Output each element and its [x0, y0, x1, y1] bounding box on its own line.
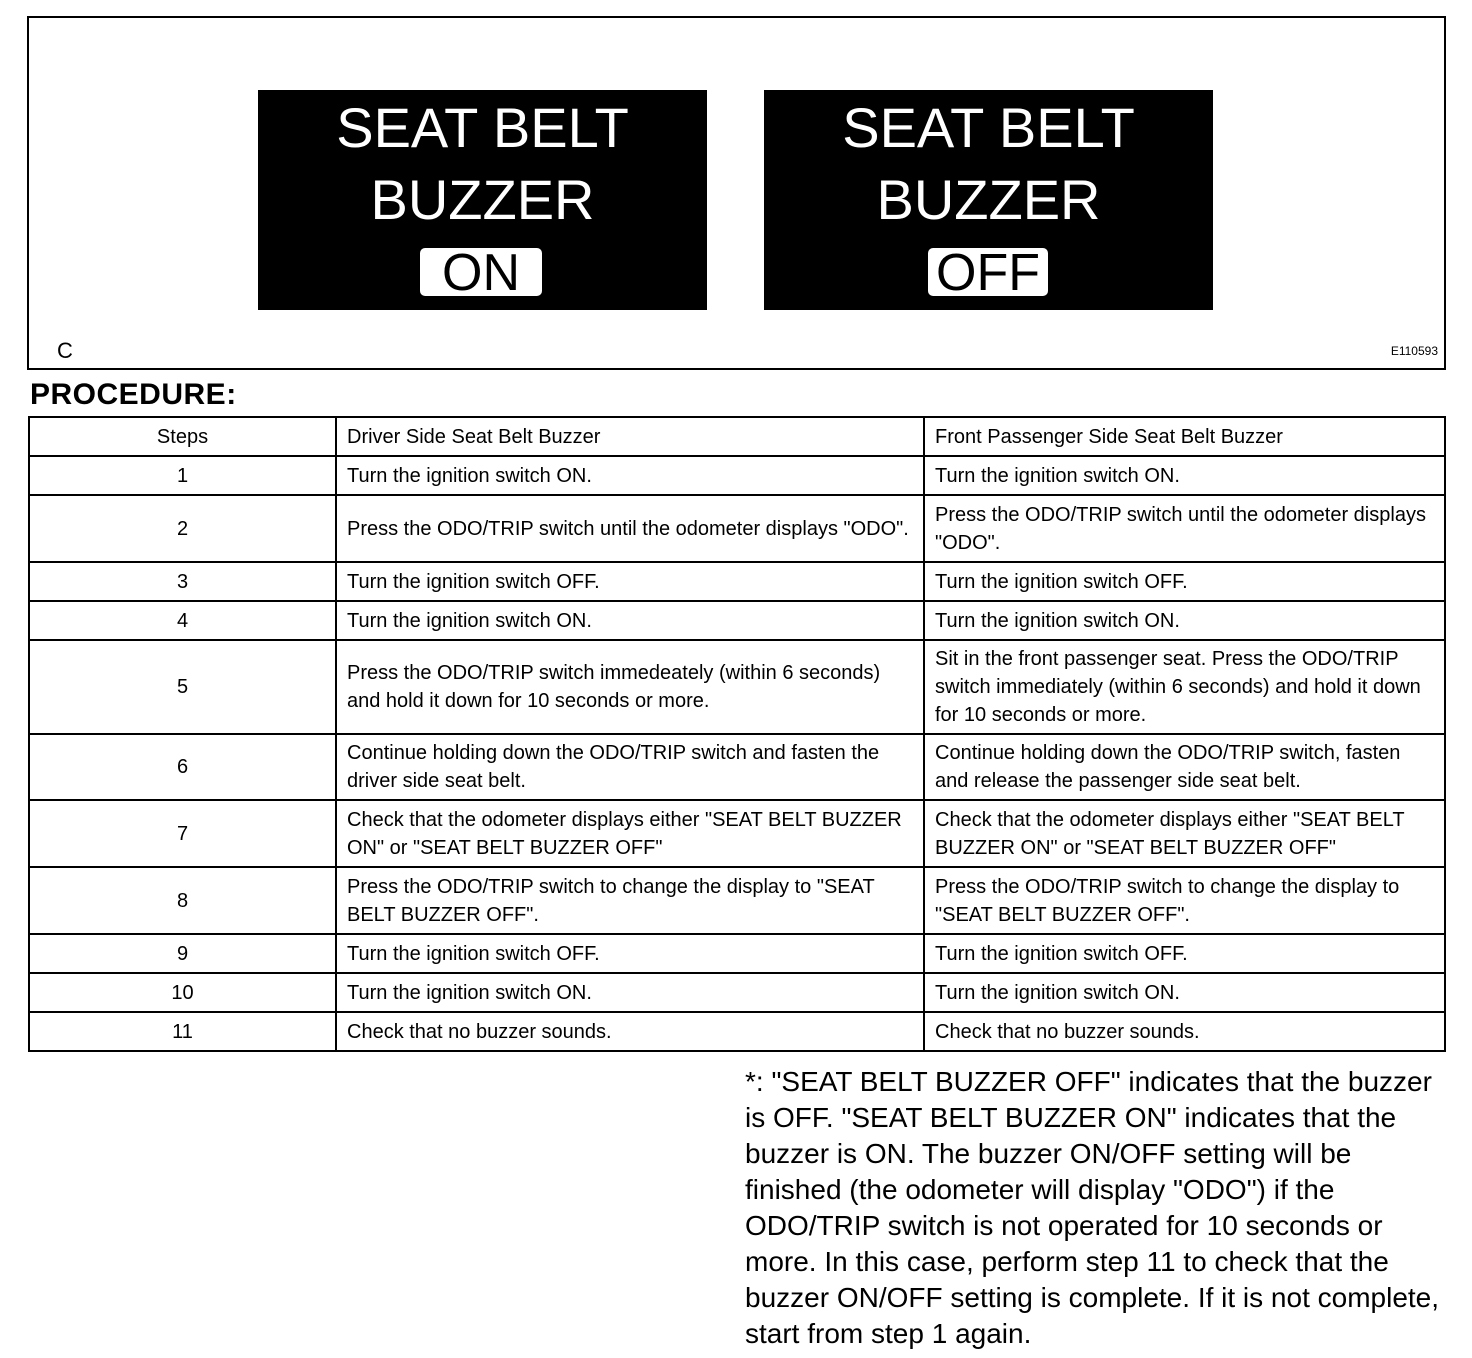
procedure-table	[28, 416, 1446, 1052]
display-line-1: SEAT BELT	[336, 96, 629, 159]
driver-step: Turn the ignition switch OFF.	[336, 562, 924, 601]
illustration-frame	[27, 16, 1446, 370]
step-number: 6	[29, 734, 336, 800]
driver-step: Check that the odometer displays either "SEAT BELT BUZZER ON" or "SEAT BELT BUZZER OFF"	[336, 800, 924, 867]
passenger-step: Turn the ignition switch ON.	[924, 973, 1445, 1012]
driver-step: Press the ODO/TRIP switch to change the display to "SEAT BELT BUZZER OFF".	[336, 867, 924, 934]
header-steps: Steps	[29, 417, 336, 456]
table-row	[29, 867, 1445, 934]
table-row	[29, 973, 1445, 1012]
step-number: 3	[29, 562, 336, 601]
header-passenger: Front Passenger Side Seat Belt Buzzer	[924, 417, 1445, 456]
step-number: 4	[29, 601, 336, 640]
table-row	[29, 562, 1445, 601]
driver-step: Turn the ignition switch OFF.	[336, 934, 924, 973]
passenger-step: Check that the odometer displays either "SEAT BELT BUZZER ON" or "SEAT BELT BUZZER OFF"	[924, 800, 1445, 867]
display-buzzer-off	[764, 90, 1213, 310]
passenger-step: Continue holding down the ODO/TRIP switch, fasten and release the passenger side seat belt.	[924, 734, 1445, 800]
header-driver: Driver Side Seat Belt Buzzer	[336, 417, 924, 456]
figure-label: C	[57, 338, 73, 363]
figure-code: E110593	[1390, 344, 1438, 358]
display-line-1: SEAT BELT	[842, 96, 1135, 159]
table-header-row	[29, 417, 1445, 456]
table-row	[29, 934, 1445, 973]
passenger-step: Turn the ignition switch OFF.	[924, 562, 1445, 601]
passenger-step: Sit in the front passenger seat. Press the ODO/TRIP switch immediately (within 6 seconds) and hold it down for 10 seconds or more.	[924, 640, 1445, 734]
passenger-step: Press the ODO/TRIP switch until the odometer displays "ODO".	[924, 495, 1445, 562]
table-row	[29, 601, 1445, 640]
table-row	[29, 734, 1445, 800]
step-number: 5	[29, 640, 336, 734]
step-number: 9	[29, 934, 336, 973]
passenger-step: Press the ODO/TRIP switch to change the display to "SEAT BELT BUZZER OFF".	[924, 867, 1445, 934]
driver-step: Turn the ignition switch ON.	[336, 601, 924, 640]
driver-step: Continue holding down the ODO/TRIP switch and fasten the driver side seat belt.	[336, 734, 924, 800]
driver-step: Turn the ignition switch ON.	[336, 973, 924, 1012]
footnote: *: "SEAT BELT BUZZER OFF" indicates that the buzzer is OFF. "SEAT BELT BUZZER ON" indicates that the buzzer is ON. The buzzer ON/OFF setting will be finished (the odometer will display "ODO") if the ODO/TRIP switch is not operated for 10 seconds or more. In this case, perform step 11 to check that the buzzer ON/OFF setting is complete. If it is not complete, start from step 1 again.	[745, 1066, 1440, 1349]
driver-step: Press the ODO/TRIP switch until the odometer displays "ODO".	[336, 495, 924, 562]
step-number: 11	[29, 1012, 336, 1051]
passenger-step: Turn the ignition switch ON.	[924, 456, 1445, 495]
step-number: 2	[29, 495, 336, 562]
driver-step: Check that no buzzer sounds.	[336, 1012, 924, 1051]
driver-step: Turn the ignition switch ON.	[336, 456, 924, 495]
display-line-2: BUZZER	[876, 168, 1101, 231]
table-row	[29, 800, 1445, 867]
passenger-step: Turn the ignition switch OFF.	[924, 934, 1445, 973]
driver-step: Press the ODO/TRIP switch immedeately (within 6 seconds) and hold it down for 10 seconds or more.	[336, 640, 924, 734]
step-number: 8	[29, 867, 336, 934]
display-line-2: BUZZER	[370, 168, 595, 231]
display-status-off: OFF	[928, 248, 1048, 296]
step-number: 7	[29, 800, 336, 867]
table-row	[29, 1012, 1445, 1051]
display-status-on: ON	[420, 248, 542, 296]
procedure-heading: PROCEDURE:	[30, 378, 237, 411]
passenger-step: Turn the ignition switch ON.	[924, 601, 1445, 640]
step-number: 10	[29, 973, 336, 1012]
table-row	[29, 640, 1445, 734]
step-number: 1	[29, 456, 336, 495]
table-row	[29, 495, 1445, 562]
passenger-step: Check that no buzzer sounds.	[924, 1012, 1445, 1051]
table-row	[29, 456, 1445, 495]
display-buzzer-on	[258, 90, 707, 310]
